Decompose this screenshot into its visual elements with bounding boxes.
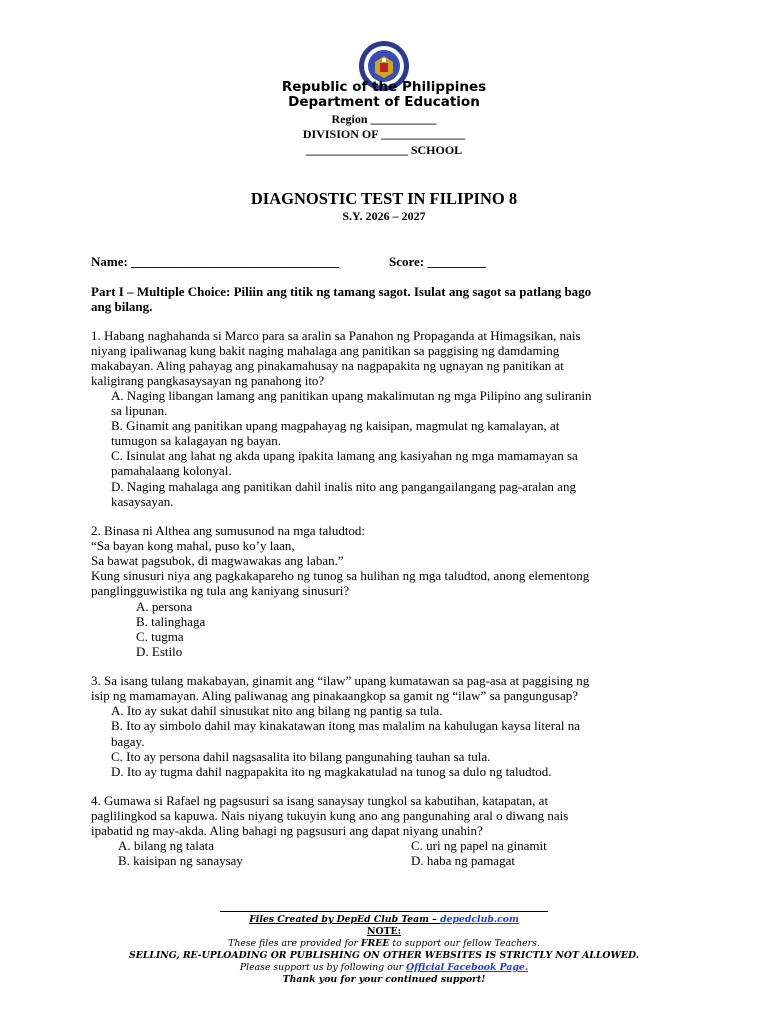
q1-option-d-cont: kasaysayan. <box>111 494 174 509</box>
q1-option-c: C. Isinulat ang lahat ng akda upang ipakita lamang ang kasiyahan ng mga mamamayan sa <box>111 448 578 463</box>
name-field[interactable]: Name: ________________________________ <box>91 254 340 269</box>
q2-text: panglingguwistika ng tula ang kaniyang sinusuri? <box>91 583 350 598</box>
q4-option-d: D. haba ng pamagat <box>411 853 515 868</box>
q2-text: Kung sinusuri niya ang pagkakapareho ng tunog sa hulihan ng mga taludtod, anong elementong <box>91 568 590 583</box>
q2-option-d: D. Estilo <box>136 644 183 659</box>
footer-provided-text-end: to support our fellow Teachers. <box>389 938 540 949</box>
q3-option-d: D. Ito ay tugma dahil nagpapakita ito ng magkakatulad na tunog sa dulo ng taludtod. <box>111 764 552 779</box>
q1-text: 1. Habang naghahanda si Marco para sa aralin sa Panahon ng Propaganda at Himagsikan, nais <box>91 328 581 343</box>
test-title: DIAGNOSTIC TEST IN FILIPINO 8 <box>250 189 518 208</box>
q3-option-c: C. Ito ay persona dahil nagsasalita ito bilang pangunahing tauhan sa tula. <box>111 749 491 764</box>
school-line: _________________ SCHOOL <box>305 143 463 157</box>
school-year: S.Y. 2026 – 2027 <box>342 209 426 223</box>
facebook-page-link[interactable]: Official Facebook Page. <box>406 962 529 973</box>
q3-text: 3. Sa isang tulang makabayan, ginamit ang “ilaw” upang kumatawan sa pag-asa at paggising ng <box>91 673 590 688</box>
q1-option-b: B. Ginamit ang panitikan upang magpahayag ng kaisipan, magmulat ng kamalayan, at <box>111 418 560 433</box>
footer-warning: SELLING, RE-UPLOADING OR PUBLISHING ON OTHER WEBSITES IS STRICTLY NOT ALLOWED. <box>129 950 639 961</box>
q4-text: 4. Gumawa si Rafael ng pagsusuri sa isang sanaysay tungkol sa kabutihan, katapatan, at <box>91 793 549 808</box>
q1-option-b-cont: tumugon sa kalagayan ng bayan. <box>111 433 282 448</box>
footer-divider <box>220 911 548 912</box>
footer-free: FREE <box>360 938 390 949</box>
footer-credit-text: Files Created by DepEd Club Team – <box>249 914 441 925</box>
q3-text: isip ng mamamayan. Aling paliwanag ang pinakaangkop sa gamit ng “ilaw” sa pangungusap? <box>91 688 579 703</box>
score-field[interactable]: Score: _________ <box>389 254 486 269</box>
division-line: DIVISION OF ______________ <box>302 127 466 141</box>
q4-option-c: C. uri ng papel na ginamit <box>411 838 547 853</box>
q2-text: 2. Binasa ni Althea ang sumusunod na mga taludtod: <box>91 523 366 538</box>
q4-option-b: B. kaisipan ng sanaysay <box>118 853 243 868</box>
q4-option-a: A. bilang ng talata <box>118 838 215 853</box>
q1-text: kaligirang pangkasaysayan ng panahong ito? <box>91 373 325 388</box>
q2-option-b: B. talinghaga <box>136 614 206 629</box>
republic-heading: Republic of the Philippines <box>281 79 487 95</box>
footer-site-link[interactable]: depedclub.com <box>440 914 519 925</box>
q1-option-c-cont: pamahalaang kolonyal. <box>111 463 232 478</box>
q1-option-a: A. Naging libangan lamang ang panitikan upang makalimutan ng mga Pilipino ang suliranin <box>111 388 592 403</box>
q1-text: niyang ipaliwanag kung bakit naging mahalaga ang panitikan sa paggising ng damdaming <box>91 343 560 358</box>
q2-option-a: A. persona <box>136 599 193 614</box>
q3-option-b-cont: bagay. <box>111 734 145 749</box>
footer-support <box>0 962 768 974</box>
part1-instruction-cont: ang bilang. <box>91 299 153 314</box>
q2-option-c: C. tugma <box>136 629 184 644</box>
department-heading: Department of Education <box>288 94 480 110</box>
q1-option-a-cont: sa lipunan. <box>111 403 168 418</box>
q2-verse: Sa bawat pagsubok, di magwawakas ang laban.” <box>91 553 344 568</box>
q3-option-b: B. Ito ay simbolo dahil may kinakatawan itong mas malalim na kahulugan kaysa literal na <box>111 718 580 733</box>
region-line: Region ___________ <box>331 112 437 126</box>
footer-credit <box>0 914 768 926</box>
footer-support-text: Please support us by following our <box>239 962 407 973</box>
q1-option-d: D. Naging mahalaga ang panitikan dahil inalis nito ang pangangailangang pag-aralan ang <box>111 479 576 494</box>
footer-thanks: Thank you for your continued support! <box>282 974 486 985</box>
footer-note: NOTE: <box>366 926 402 937</box>
part1-instruction: Part I – Multiple Choice: Piliin ang titik ng tamang sagot. Isulat ang sagot sa patlang bago <box>91 284 592 299</box>
q4-text: paglilingkod sa kapuwa. Nais niyang tukuyin kung ano ang pangunahing aral o diwang nais <box>91 808 569 823</box>
q2-verse: “Sa bayan kong mahal, puso ko’y laan, <box>91 538 295 553</box>
q4-text: ipabatid ng may-akda. Aling bahagi ng pagsusuri ang dapat niyang unahin? <box>91 823 483 838</box>
q1-text: makabayan. Aling pahayag ang pinakamahusay na nagpapakita ng ugnayan ng panitikan at <box>91 358 564 373</box>
q3-option-a: A. Ito ay sukat dahil sinusukat nito ang bilang ng pantig sa tula. <box>111 703 443 718</box>
footer-provided-text: These files are provided for <box>228 938 361 949</box>
footer-provided <box>0 938 768 950</box>
